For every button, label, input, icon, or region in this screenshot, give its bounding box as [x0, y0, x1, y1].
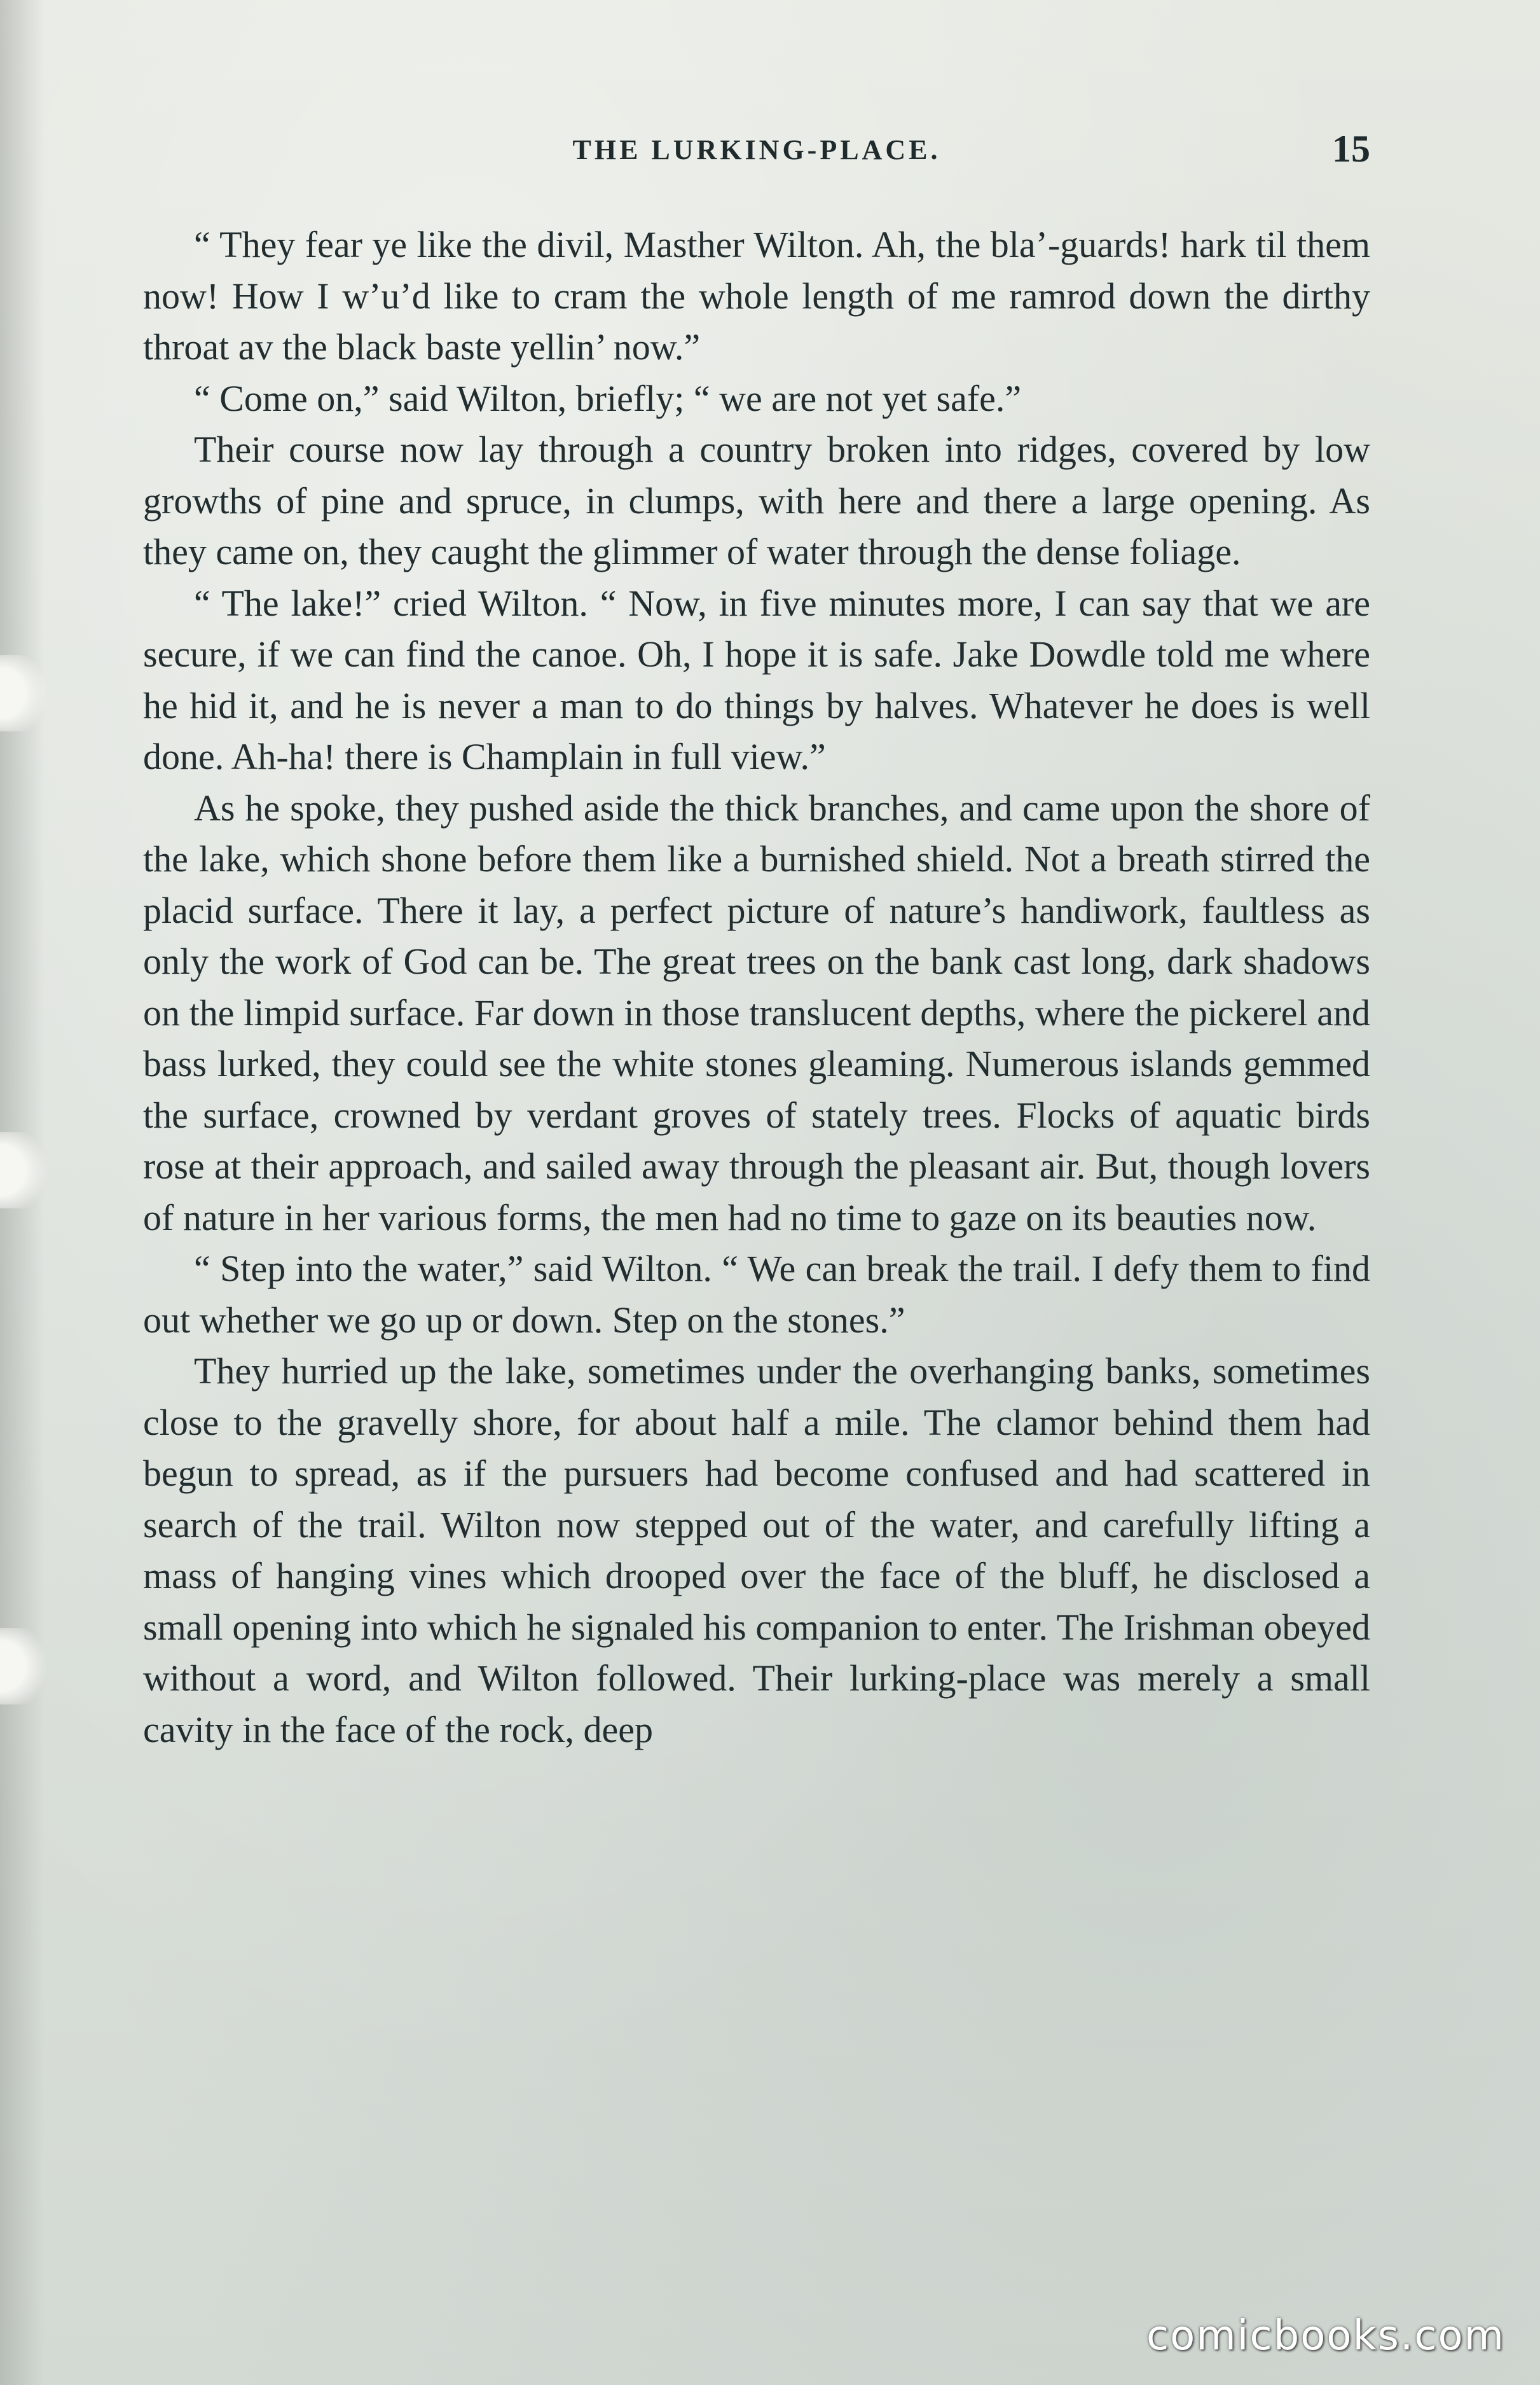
paragraph: “ Come on,” said Wilton, briefly; “ we are not yet safe.” — [194, 377, 1022, 419]
paragraph: They hurried up the lake, sometimes under the overhanging banks, sometimes close to the gravelly shore, for about half a mile. The clamor behind them had begun to spread, as if the pursuers had become confused and had scattered in search of the trail. Wilton now stepped out of the water, and carefully lifting a mass of hanging vines which drooped over the face of the bluff, he disclosed a small opening into which he signaled his companion to enter. The Irishman obeyed without a word, and Wilton followed. Their lurking-place was merely a small cavity in the face of the rock, deep — [143, 1350, 1370, 1750]
paragraph: Their course now lay through a country broken into ridges, covered by low growths of pine and spruce, in clumps, with here and there a large opening. As they came on, they caught the glimmer of water through the dense foliage. — [143, 429, 1370, 572]
binding-hole-3 — [0, 1628, 76, 1704]
paragraph: “ They fear ye like the divil, Masther Wilton. Ah, the bla’-guards! hark til them now! How I w’u’d like to cram the whole length of me ramrod down the dirthy throat av the black baste yellin’ now.” — [143, 224, 1370, 368]
page-header — [143, 127, 1370, 178]
binding-hole-2 — [0, 1132, 76, 1208]
page-number: 15 — [1332, 128, 1370, 170]
body-text — [143, 219, 1370, 2267]
running-head: THE LURKING-PLACE. — [572, 134, 941, 165]
binding-hole-1 — [0, 655, 76, 731]
paragraph: As he spoke, they pushed aside the thick branches, and came upon the shore of the lake, which shone before them like a burnished shield. Not a breath stirred the placid surface. There it lay, a perfect picture of nature’s handiwork, faultless as only the work of God can be. The great trees on the bank cast long, dark shadows on the limpid surface. Far down in those translucent depths, where the pickerel and bass lurked, they could see the white stones gleaming. Numerous islands gemmed the surface, crowned by verdant groves of stately trees. Flocks of aquatic birds rose at their approach, and sailed away through the pleasant air. But, though lovers of nature in her various forms, the men had no time to gaze on its beauties now. — [143, 787, 1370, 1238]
paragraph: “ The lake!” cried Wilton. “ Now, in five minutes more, I can say that we are secure, if we can find the canoe. Oh, I hope it is safe. Jake Dowdle told me where he hid it, and he is never a man to do things by halves. Whatever he does is well done. Ah-ha! there is Champlain in full view.” — [143, 582, 1370, 777]
watermark: comicbooks.com — [1146, 2312, 1505, 2360]
paragraph: “ Step into the water,” said Wilton. “ We can break the trail. I defy them to find out whether we go up or down. Step on the stones.” — [143, 1248, 1370, 1341]
